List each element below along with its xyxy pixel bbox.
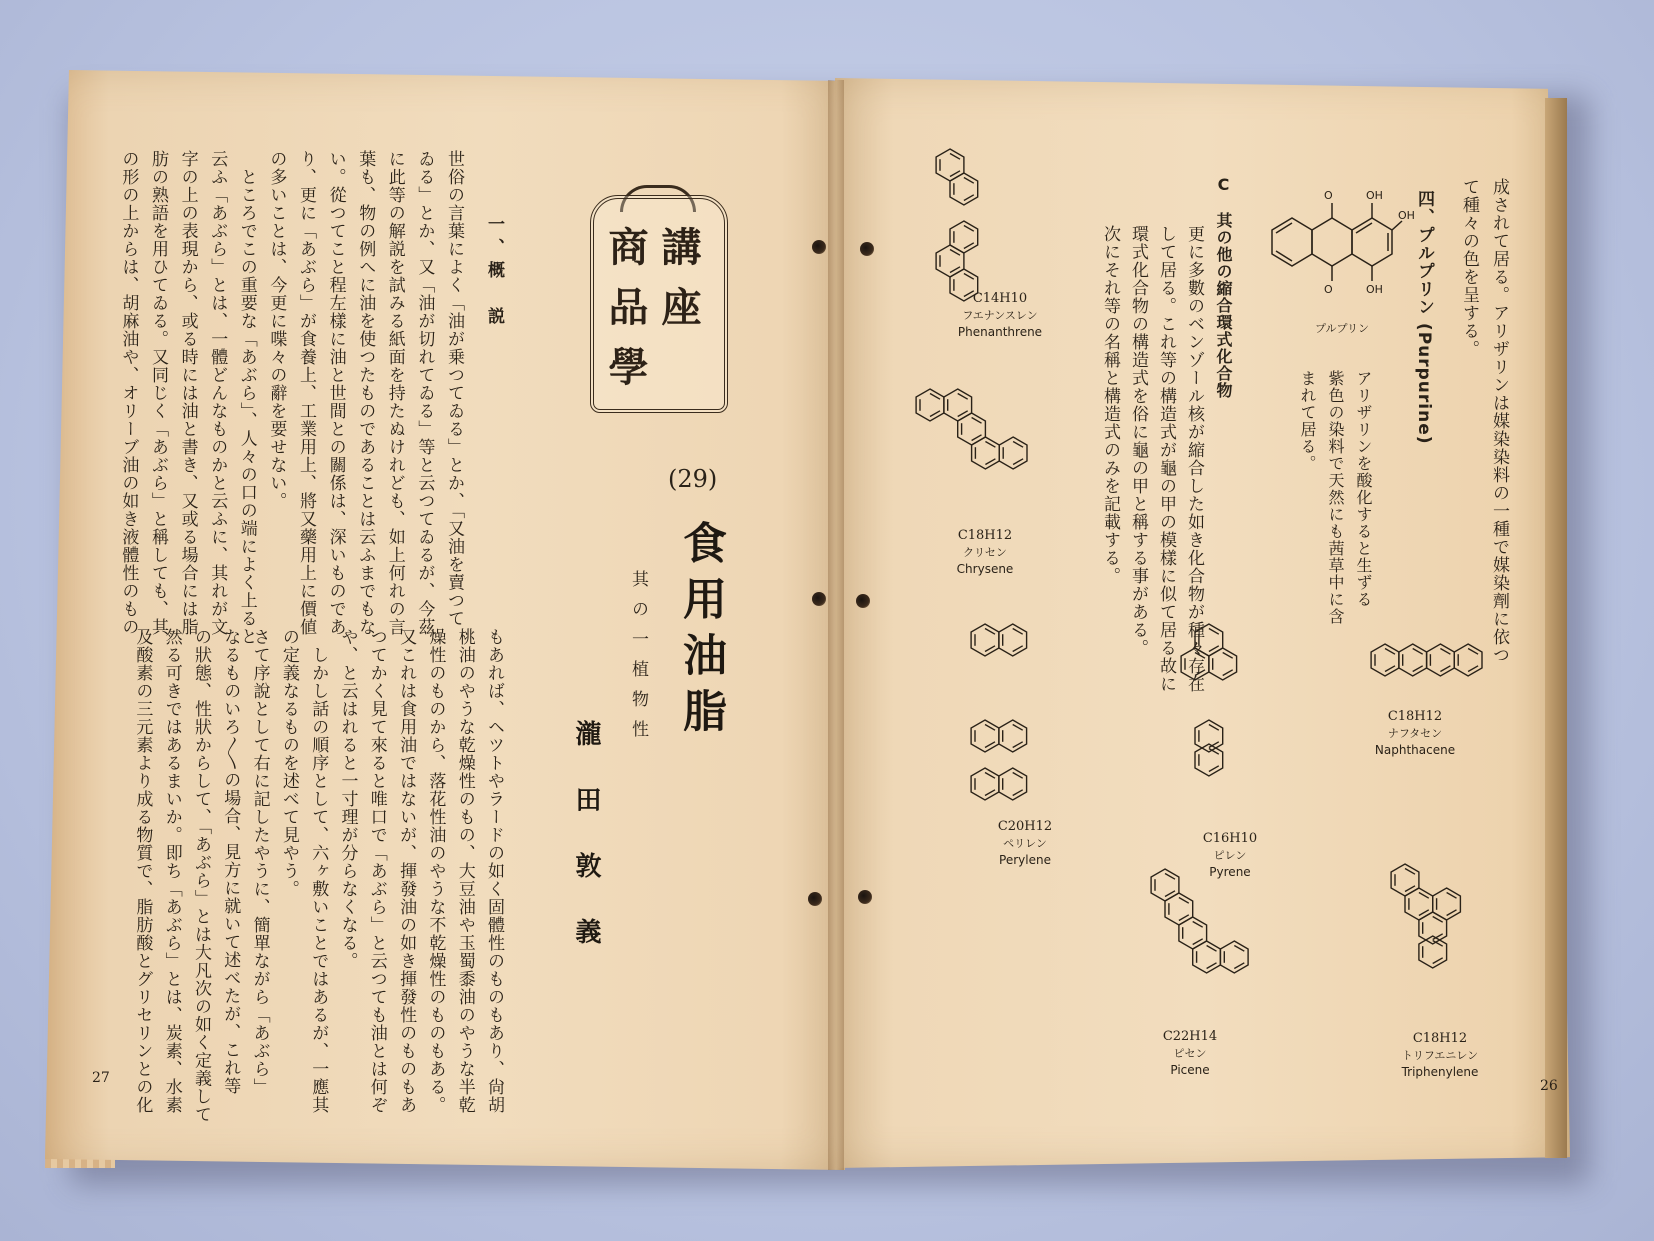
molecule-label xyxy=(925,527,1045,578)
molecule-label xyxy=(1355,708,1475,759)
molecule-name-en: Naphthacene xyxy=(1374,743,1456,757)
text-column: の形の上からは、胡麻油や、オリーブ油の如き液體性のもの xyxy=(118,150,139,636)
seal-emblem xyxy=(602,220,708,396)
molecule-name-en: Triphenylene xyxy=(1401,1065,1479,1079)
text-column: 然る可きではあるまいか。即ち「あぶら」とは、炭素、水素 xyxy=(161,628,182,1114)
article-title: 食用油脂 xyxy=(675,520,726,744)
purpurin-note-line: まれて居る。 xyxy=(1298,370,1317,472)
article-subtitle: 其の一植物性 xyxy=(628,570,648,750)
binding-hole xyxy=(808,892,822,906)
molecule-formula: C18H12 xyxy=(957,528,1013,543)
molecule-label xyxy=(1380,1030,1500,1081)
molecule-formula: C18H12 xyxy=(1387,709,1443,724)
molecule-name-ja: フエナンスレン xyxy=(962,309,1038,322)
purpurin-caption: プルプリン xyxy=(1314,322,1370,335)
issue-number: (29) xyxy=(668,465,718,493)
text-column: なるものいろ〳〵の場合、見方に就いて述べたが、これ等 xyxy=(220,628,241,1095)
molecule-structure xyxy=(1175,620,1375,824)
binding-hole xyxy=(812,240,826,254)
book-spine xyxy=(828,80,844,1170)
molecule-name-ja: ナフタセン xyxy=(1387,727,1443,740)
molecule-label xyxy=(1130,1028,1250,1079)
binding-hole xyxy=(812,592,826,606)
text-column: さて序說として右に記したやうに、簡單ながら「あぶら」 xyxy=(249,628,270,1096)
molecule-name-en: Chrysene xyxy=(956,562,1014,576)
text-column: り、更に「あぶら」が食養上、工業用上、將又藥用上に價値 xyxy=(296,150,316,636)
section-heading: 一、概 説 xyxy=(484,215,504,330)
molecule-label xyxy=(965,818,1085,869)
text-column: 燥性のものから、落花性油のやうな不乾燥性のものもある。 xyxy=(425,628,446,1114)
seal-char: 學 xyxy=(608,344,649,391)
molecule-name-en: Pyrene xyxy=(1209,865,1251,879)
text-column: の狀態、性狀からして、「あぶら」とは大凡次の如く定義して xyxy=(191,628,211,1124)
text-column: 云ふ「あぶら」とは、一體どんなものかと云ふに、其れが文 xyxy=(207,150,228,636)
text-column: して居る。これ等の構造式が龜の甲の模樣に似て居る故に xyxy=(1156,225,1176,693)
text-column: の定義なるものを述べて見やう。 xyxy=(278,628,299,898)
molecule-structure xyxy=(965,620,1165,824)
binding-hole xyxy=(860,242,874,256)
purpurin-note-line: 紫色の染料で天然にも茜草中に含 xyxy=(1326,370,1345,625)
molecule-label xyxy=(940,290,1060,341)
seal-char xyxy=(655,340,708,396)
ring-diagram xyxy=(1175,620,1375,820)
text-column: 更に多數のベンゾール核が縮合した如き化合物が種々存在 xyxy=(1184,225,1204,693)
text-column: 及酸素の三元素より成る物質で、脂肪酸とグリセリンとの化 xyxy=(132,628,153,1114)
svg-text:OH: OH xyxy=(1366,189,1383,202)
ring-diagram xyxy=(965,620,1165,820)
molecule-name-en: Phenanthrene xyxy=(957,325,1043,339)
page-number-left: 27 xyxy=(92,1070,110,1086)
text-column: 桃油のやうな乾燥性のもの、大豆油や玉蜀黍油のやうな半乾 xyxy=(454,628,475,1114)
purpurin-note-line: アリザリンを酸化すると生ずる xyxy=(1354,370,1373,608)
seal-char: 座 xyxy=(661,284,702,331)
seal-char: 商 xyxy=(608,224,649,271)
purpurin-heading: 四、プルプリン (Purpurine) xyxy=(1414,190,1434,445)
text-column: 世俗の言葉によく「油が乗つてゐる」とか、「又油を賣つて xyxy=(444,150,464,628)
molecule-formula: C18H12 xyxy=(1412,1031,1468,1046)
molecule-name-ja: クリセン xyxy=(963,546,1007,559)
text-column: や、と云はれると一寸理が分らなくなる。 xyxy=(337,628,358,970)
svg-text:OH: OH xyxy=(1366,283,1383,296)
text-column: もあれば、ヘツトやラードの如く固體性のものもあり、尙胡 xyxy=(484,628,504,1114)
text-column: 成されて居る。アリザリンは媒染染料の一種で媒染劑に依つ xyxy=(1489,178,1509,664)
text-column: 字の上の表現から、或る時には油と書き、又或る場合には脂 xyxy=(177,150,198,636)
seal-char: 品 xyxy=(608,284,649,331)
molecule-formula: C14H10 xyxy=(972,291,1028,306)
molecule-formula: C16H10 xyxy=(1202,831,1258,846)
molecule-formula: C20H12 xyxy=(997,819,1053,834)
purpurin-diagram xyxy=(1262,185,1415,315)
text-column: 葉も、物の例へに油を使つたものであることは云ふまでもな xyxy=(355,150,376,636)
text-column: 次にそれ等の名稱と構造式のみを記載する。 xyxy=(1100,225,1120,585)
purpurin-structure xyxy=(1262,185,1415,335)
binding-hole xyxy=(856,594,870,608)
text-column: に此等の解説を試みる紙面を持たぬけれども、如上何れの言 xyxy=(384,150,405,636)
molecule-name-en: Picene xyxy=(1170,1063,1210,1077)
svg-text:O: O xyxy=(1324,189,1333,202)
molecule-formula: C22H14 xyxy=(1162,1029,1218,1044)
section-c-heading: C 其の他の縮合環式化合物 xyxy=(1214,175,1233,399)
molecule-name-ja: トリフエニレン xyxy=(1401,1049,1479,1062)
text-column: つてかく見て來ると唯口で「あぶら」と云つても油とは何ぞ xyxy=(366,628,387,1114)
text-column: て種々の色を呈する。 xyxy=(1459,178,1479,358)
text-column: の多いことは、今更に喋々の辭を要せない。 xyxy=(266,150,287,510)
svg-text:O: O xyxy=(1324,283,1333,296)
molecule-name-ja: ピセン xyxy=(1173,1047,1207,1060)
seal-char: 講 xyxy=(661,224,702,271)
text-column: 肪の熟語を用ひてゐる。又同じく「あぶら」と稱しても、其 xyxy=(148,150,168,636)
page-number-right: 26 xyxy=(1540,1078,1558,1094)
text-column: ところでこの重要な「あぶら」、人々の口の端によく上ると xyxy=(236,150,257,646)
molecule-name-ja: ペリレン xyxy=(1003,837,1047,850)
text-column: ゐる」とか、又「油が切れてゐる」等と云つてゐるが、今茲 xyxy=(414,150,435,636)
text-column: しかし話の順序として、六ヶ敷いことではあるが、一應其 xyxy=(308,628,329,1114)
text-column: 環式化合物の構造式を俗に龜の甲と稱する事がある。 xyxy=(1128,225,1148,657)
svg-text:OH: OH xyxy=(1398,209,1415,222)
molecule-name-ja: ピレン xyxy=(1213,849,1247,862)
text-column: い。從つてこと程左樣に油と世間との關係は、深いものであ xyxy=(325,150,346,636)
molecule-name-en: Perylene xyxy=(999,853,1051,867)
text-column: 又これは食用油ではないが、揮發油の如き揮發性のものもあ xyxy=(396,628,417,1114)
author-name: 瀧田敦義 xyxy=(571,720,601,984)
binding-hole xyxy=(858,890,872,904)
